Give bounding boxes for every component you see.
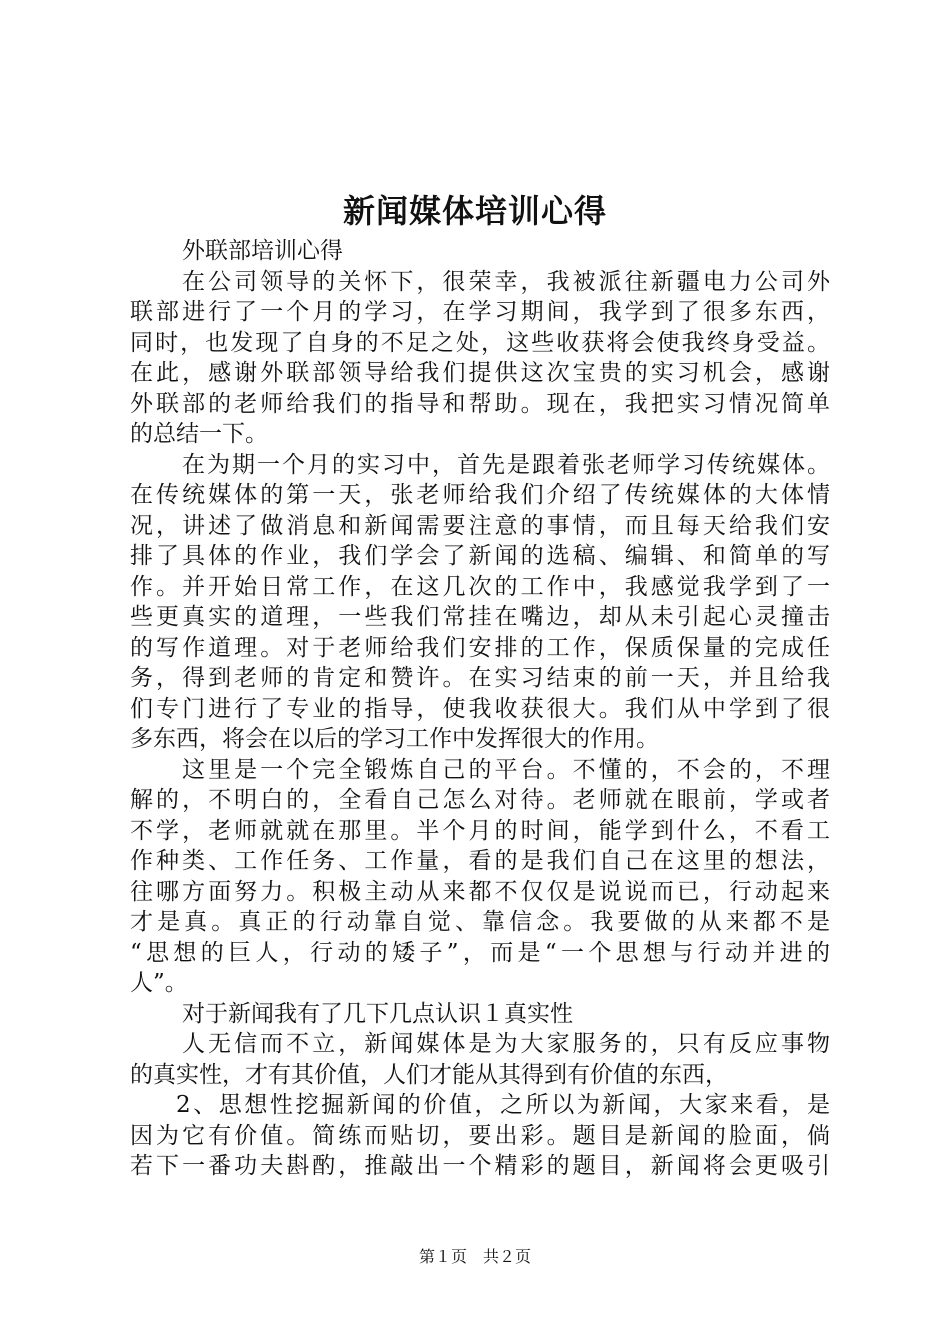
text-line: 外联部培训心得 [182,238,343,264]
text-line: “思想的巨人，行动的矮子”，而是“一个思想与行动并进的 [130,939,830,966]
text-line: 们专门进行了专业的指导，使我收获很大。我们从中学到了很 [130,695,830,722]
text-line: 外联部的老师给我们的指导和帮助。现在，我把实习情况简单 [130,390,830,417]
text-line: 的真实性，才有其价值，人们才能从其得到有价值的东西， [130,1061,728,1088]
text-line: 多东西，将会在以后的学习工作中发挥很大的作用。 [130,726,659,752]
text-line: 因为它有价值。简练而贴切，要出彩。题目是新闻的脸面，倘 [130,1122,830,1149]
text-line: 的总结一下。 [130,421,268,447]
text-line: 在公司领导的关怀下，很荣幸，我被派往新疆电力公司外 [182,268,830,295]
page-footer: 第１页 共２页 [418,1247,531,1266]
text-line: 往哪方面努力。积极主动从来都不仅仅是说说而已，行动起来 [130,878,830,905]
text-line: 在传统媒体的第一天，张老师给我们介绍了传统媒体的大体情 [130,482,830,508]
text-line: 在为期一个月的实习中，首先是跟着张老师学习传统媒体。 [182,451,830,478]
document-body [130,236,830,1182]
text-line: 作。并开始日常工作，在这几次的工作中，我感觉我学到了一 [130,573,830,600]
text-line: 联部进行了一个月的学习，在学习期间，我学到了很多东西， [130,299,830,325]
text-line: 务，得到老师的肯定和赞许。在实习结束的前一天，并且给我 [130,665,830,691]
text-line: 对于新闻我有了几下几点认识１真实性 [182,1000,573,1027]
text-line: 排了具体的作业，我们学会了新闻的选稿、编辑、和简单的写 [130,543,830,569]
text-line: 解的，不明白的，全看自己怎么对待。老师就在眼前，学或者 [130,787,830,813]
text-line: 在此，感谢外联部领导给我们提供这次宝贵的实习机会，感谢 [130,360,830,386]
text-line: 若下一番功夫斟酌，推敲出一个精彩的题目，新闻将会更吸引 [130,1153,830,1179]
page-title: 新闻媒体培训心得 [342,192,607,230]
text-line: 才是真。真正的行动靠自觉、靠信念。我要做的从来都不是 [130,909,830,935]
text-line: 不学，老师就就在那里。半个月的时间，能学到什么，不看工 [130,817,830,844]
text-line: 人”。 [130,970,188,996]
text-line: 作种类、工作任务、工作量，看的是我们自己在这里的想法， [130,848,830,874]
text-line: 的写作道理。对于老师给我们安排的工作，保质保量的完成任 [130,634,830,661]
text-line: 况，讲述了做消息和新闻需要注意的事情，而且每天给我们安 [130,512,830,539]
text-line: 同时，也发现了自身的不足之处，这些收获将会使我终身受益。 [130,329,830,356]
text-line: 些更真实的道理，一些我们常挂在嘴边，却从未引起心灵撞击 [130,604,830,630]
text-line: 人无信而不立，新闻媒体是为大家服务的，只有反应事物 [182,1031,830,1057]
text-line: 2、思想性挖掘新闻的价值，之所以为新闻，大家来看，是 [176,1092,830,1118]
text-line: 这里是一个完全锻炼自己的平台。不懂的，不会的，不理 [182,756,830,783]
